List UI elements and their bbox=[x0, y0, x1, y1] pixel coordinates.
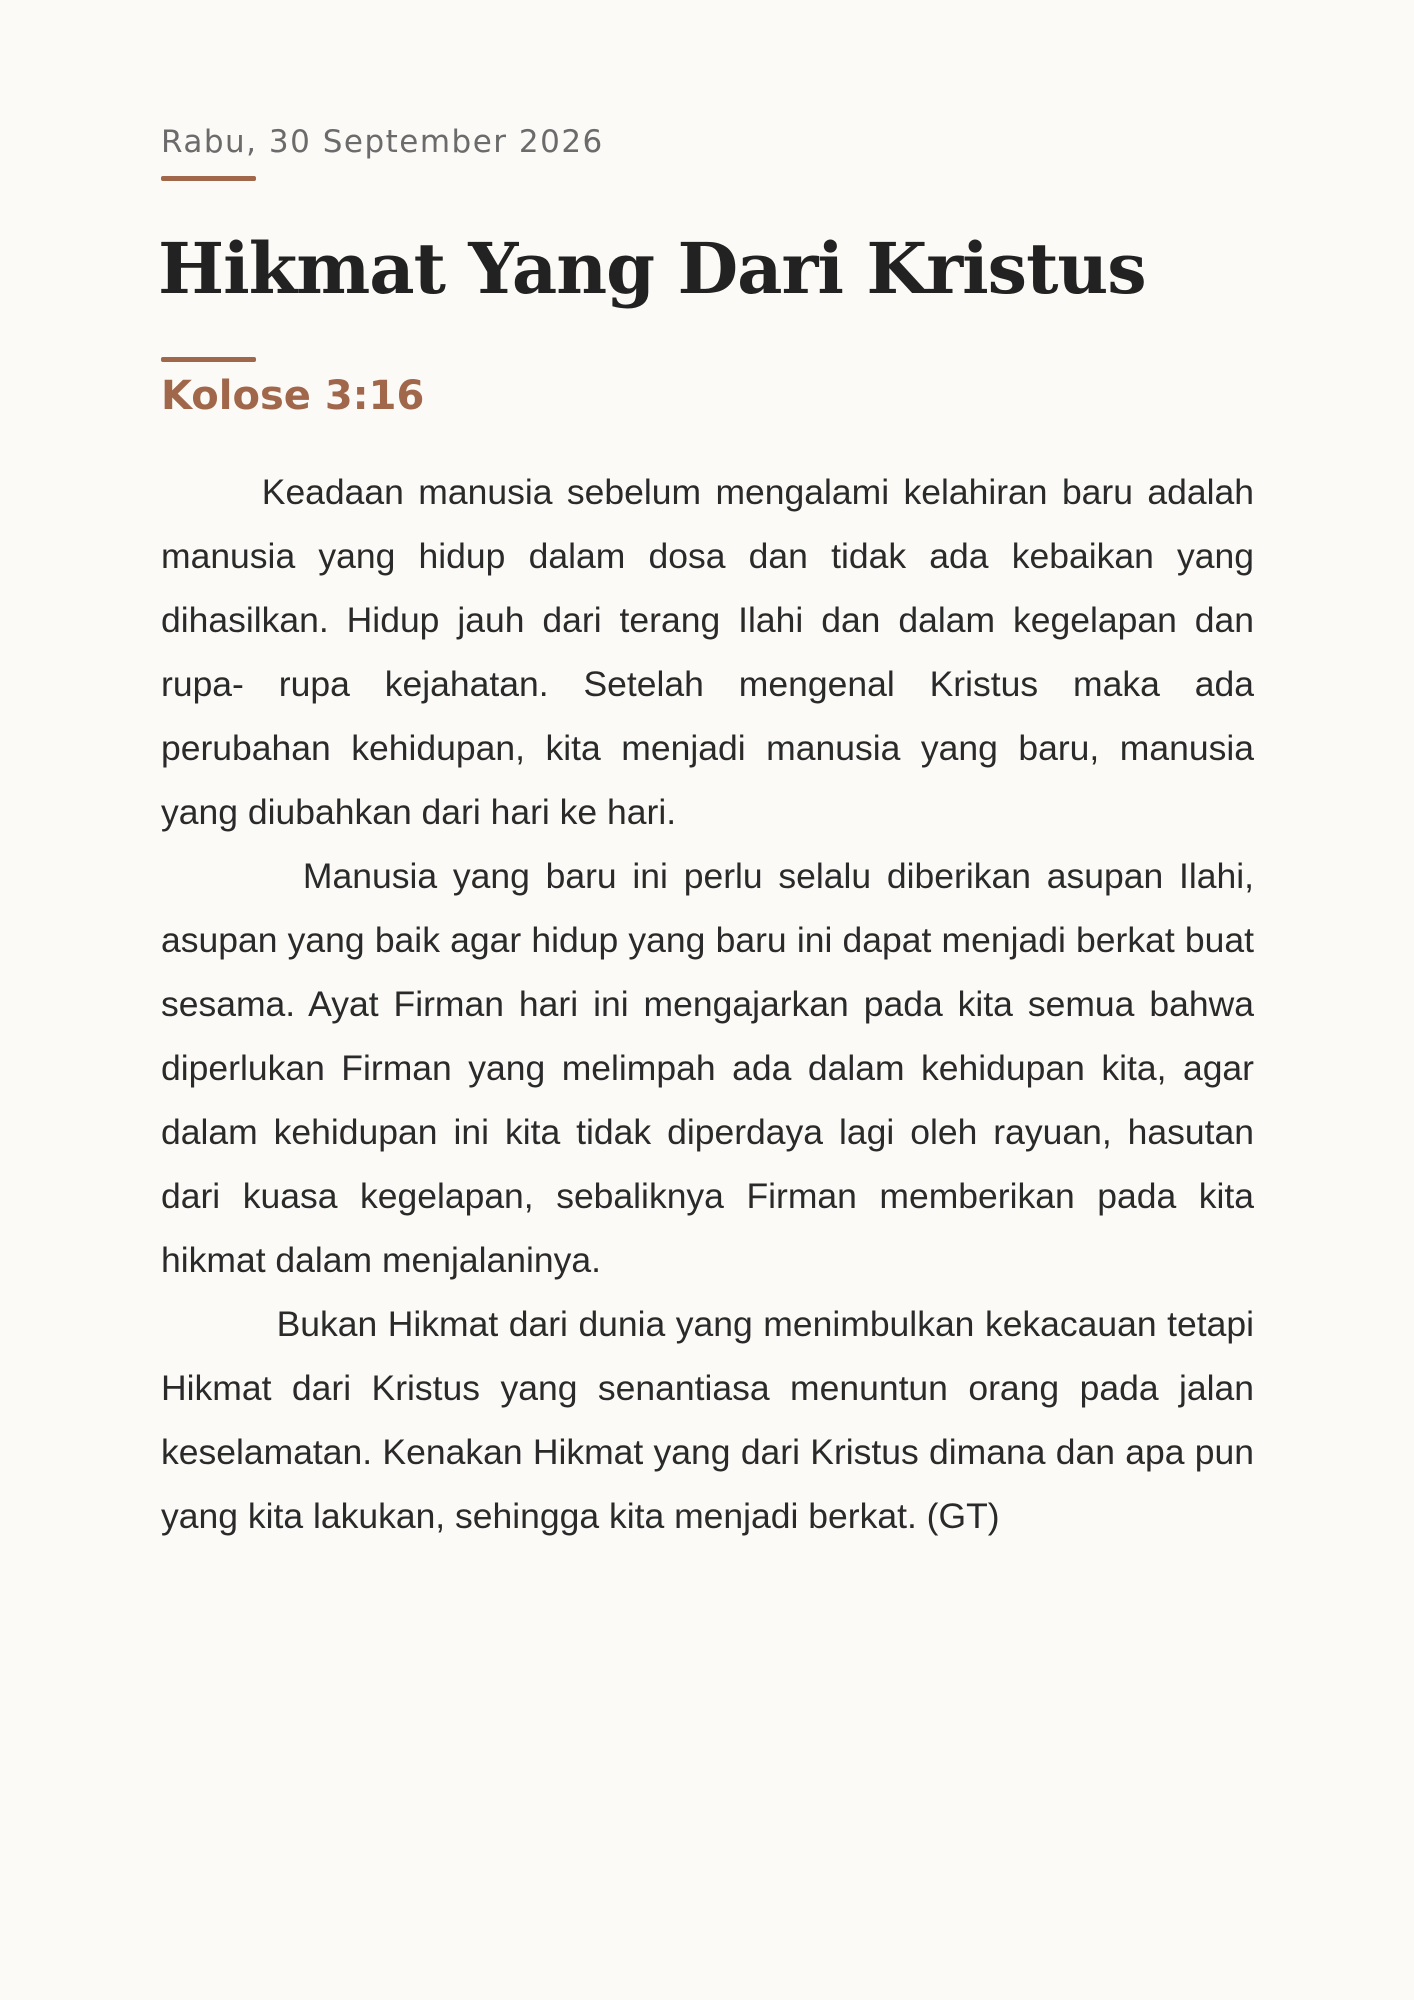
date-label: Rabu, 30 September 2026 bbox=[161, 124, 604, 160]
verse-reference: Kolose 3:16 bbox=[161, 373, 425, 419]
accent-divider-top bbox=[161, 176, 256, 181]
body-paragraph: Manusia yang baru ini perlu selalu diberikan asupan Ilahi, asupan yang baik agar hidup yang baru ini dapat menjadi berkat buat sesama. Ayat Firman hari ini mengajarkan pada kita semua bahwa diperlukan Firman yang melimpah ada dalam kehidupan kita, agar dalam kehidupan ini kita tidak diperdaya lagi oleh rayuan, hasutan dari kuasa kegelapan, sebaliknya Firman memberikan pada kita hikmat dalam menjalaninya. bbox=[161, 856, 1264, 1280]
devotional-page bbox=[158, 120, 1264, 1548]
accent-divider-verse bbox=[161, 357, 256, 362]
article-body bbox=[161, 460, 1264, 1548]
page-title: Hikmat Yang Dari Kristus bbox=[158, 227, 1146, 310]
body-paragraph: Bukan Hikmat dari dunia yang menimbulkan kekacauan tetapi Hikmat dari Kristus yang senantiasa menuntun orang pada jalan keselamatan. Kenakan Hikmat yang dari Kristus dimana dan apa pun yang kita lakukan, sehingga kita menjadi berkat. (GT) bbox=[161, 1304, 1264, 1536]
body-paragraph: Keadaan manusia sebelum mengalami kelahiran baru adalah manusia yang hidup dalam dosa dan tidak ada kebaikan yang dihasilkan. Hidup jauh dari terang Ilahi dan dalam kegelapan dan rupa- rupa kejahatan. Setelah mengenal Kristus maka ada perubahan kehidupan, kita menjadi manusia yang baru, manusia yang diubahkan dari hari ke hari. bbox=[161, 472, 1264, 832]
